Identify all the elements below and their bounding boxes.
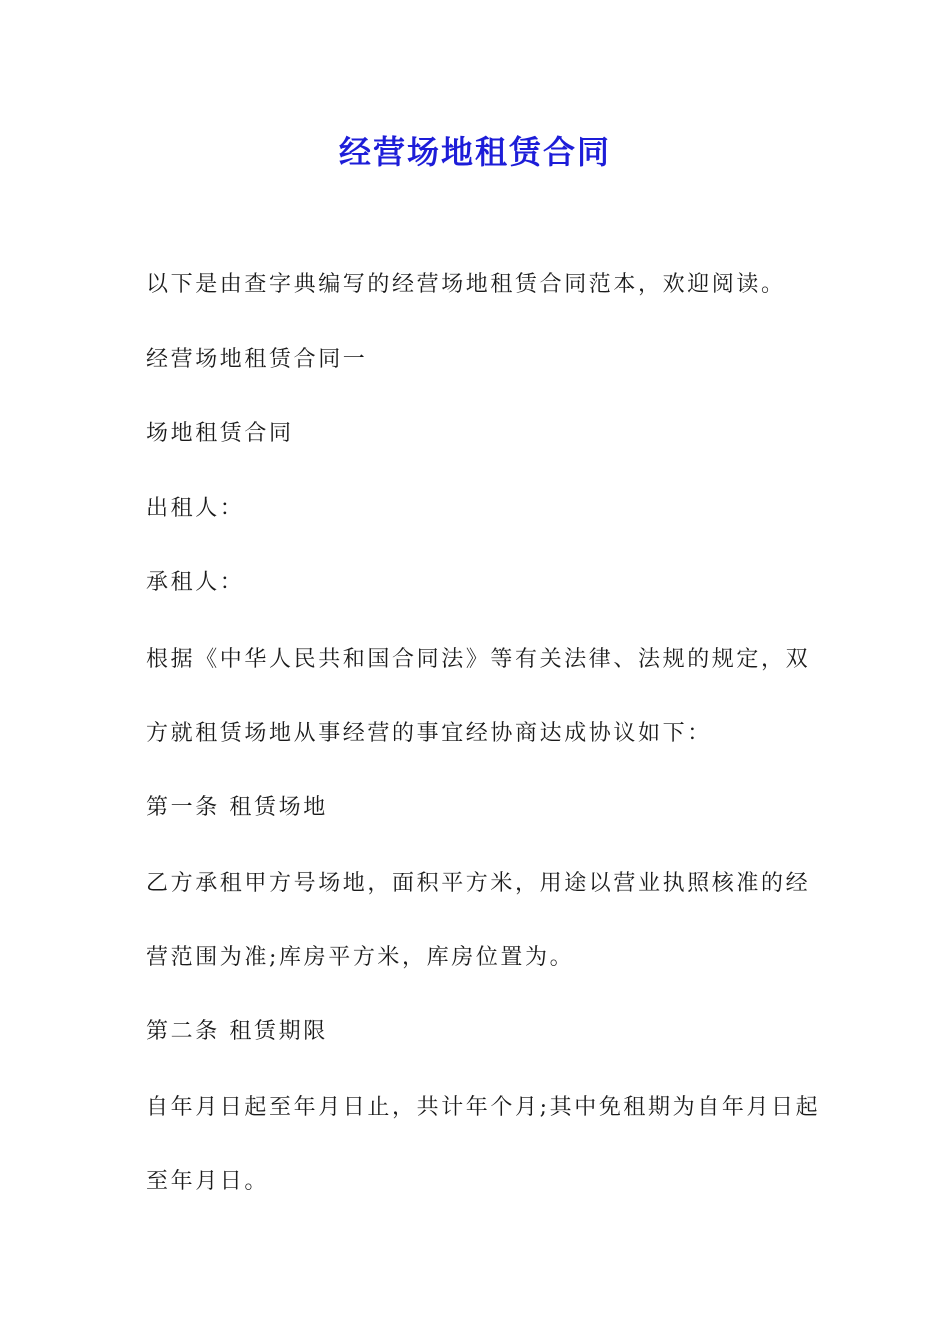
document-title: 经营场地租赁合同 [338,133,611,171]
article-2-line-2: 至年月日。 [146,1169,270,1194]
article-2-line-1: 自年月日起至年月日止，共计年个月;其中免租期为自年月日起 [146,1095,821,1120]
lessor-label: 出租人： [146,496,245,521]
lessee-label: 承租人： [146,570,245,595]
intro-line: 以下是由查字典编写的经营场地租赁合同范本，欢迎阅读。 [146,272,786,297]
article-1-heading: 第一条 租赁场地 [146,795,328,820]
section-heading-1: 经营场地租赁合同一 [146,347,368,372]
preamble-line-1: 根据《中华人民共和国合同法》等有关法律、法规的规定，双 [146,647,811,672]
article-1-line-2: 营范围为准;库房平方米，库房位置为。 [146,945,575,970]
article-1-line-1: 乙方承租甲方号场地，面积平方米，用途以营业执照核准的经 [146,871,811,896]
article-2-heading: 第二条 租赁期限 [146,1019,328,1044]
preamble-line-2: 方就租赁场地从事经营的事宜经协商达成协议如下： [146,721,712,746]
contract-subtitle: 场地租赁合同 [146,421,294,446]
